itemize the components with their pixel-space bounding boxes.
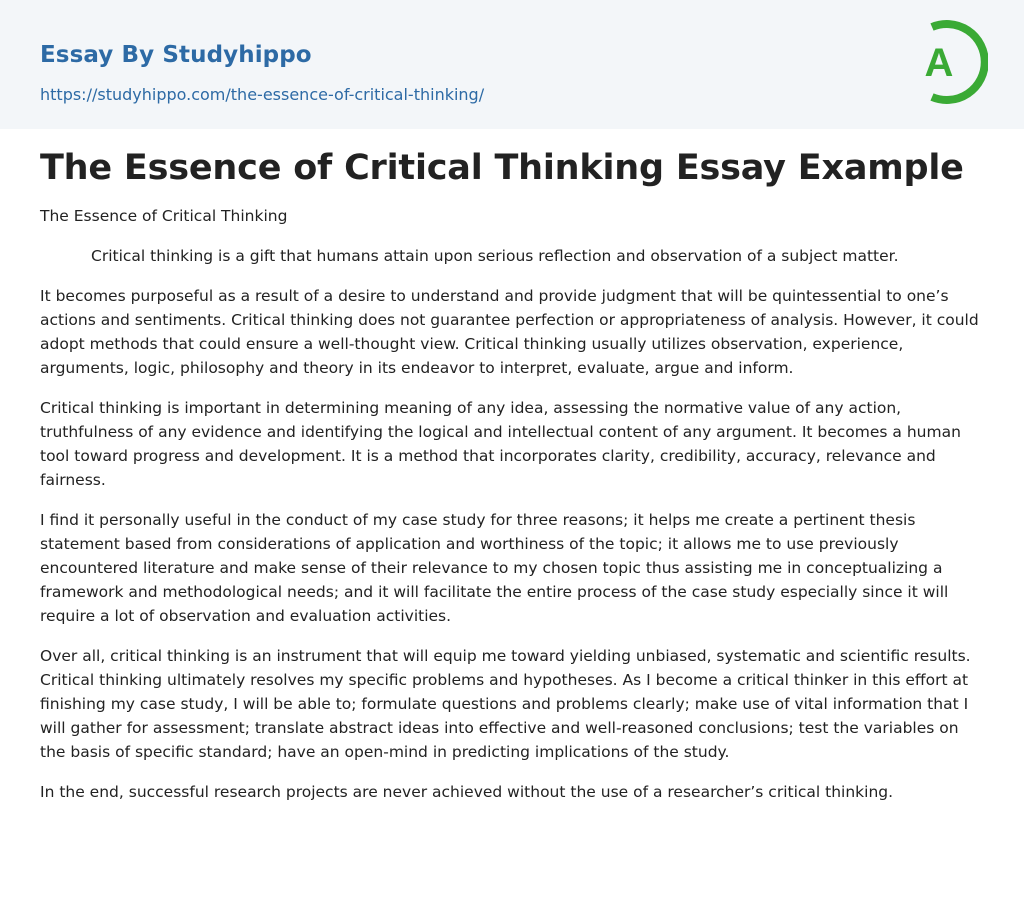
paragraph-6: In the end, successful research projects are never achieved without the use of a researcher’s critical thinking. xyxy=(40,783,894,801)
paragraph-4: I find it personally useful in the conduct of my case study for three reasons; it helps me create a pertinent thesis statement based from considerations of application and worthiness of the topic; it allows me to use previously encountered literature and make sense of their relevance to my chosen topic thus assisting me in conceptualizing a framework and methodological needs; and it will facilitate the entire process of the case study especially since it will require a lot of observation and evaluation activities. xyxy=(40,511,949,625)
paragraph-5: Over all, critical thinking is an instrument that will equip me toward yielding unbiased, systematic and scientific results. Critical thinking ultimately resolves my specific problems and hypotheses. As I become a critical thinker in this effort at finishing my case study, I will be able to; formulate questions and problems clearly; make use of vital information that I will gather for assessment; translate abstract ideas into effective and well-reasoned conclusions; test the variables on the basis of specific standard; have an open-mind in predicting implications of the study. xyxy=(40,647,971,761)
site-brand[interactable]: Essay By Studyhippo xyxy=(40,42,312,68)
paragraph-2: It becomes purposeful as a result of a desire to understand and provide judgment that will be quintessential to one’s actions and sentiments. Critical thinking does not guarantee perfection or appropriateness of analysis. However, it could adopt methods that could ensure a well-thought view. Critical thinking usually utilizes observation, experience, arguments, logic, philosophy and theory in its endeavor to interpret, evaluate, argue and inform. xyxy=(40,287,979,377)
logo-letter: A xyxy=(924,41,954,85)
paragraph-1: Critical thinking is a gift that humans attain upon serious reflection and observation of a subject matter. xyxy=(91,247,899,265)
page-title: The Essence of Critical Thinking Essay Example xyxy=(40,148,964,188)
paragraph-3: Critical thinking is important in determining meaning of any idea, assessing the normative value of any action, truthfulness of any evidence and identifying the logical and intellectual content of any argument. It becomes a human tool toward progress and development. It is a method that incorporates clarity, credibility, accuracy, relevance and fairness. xyxy=(40,399,961,489)
article-subtitle: The Essence of Critical Thinking xyxy=(40,207,288,225)
article-url-link[interactable]: https://studyhippo.com/the-essence-of-critical-thinking/ xyxy=(40,85,485,104)
